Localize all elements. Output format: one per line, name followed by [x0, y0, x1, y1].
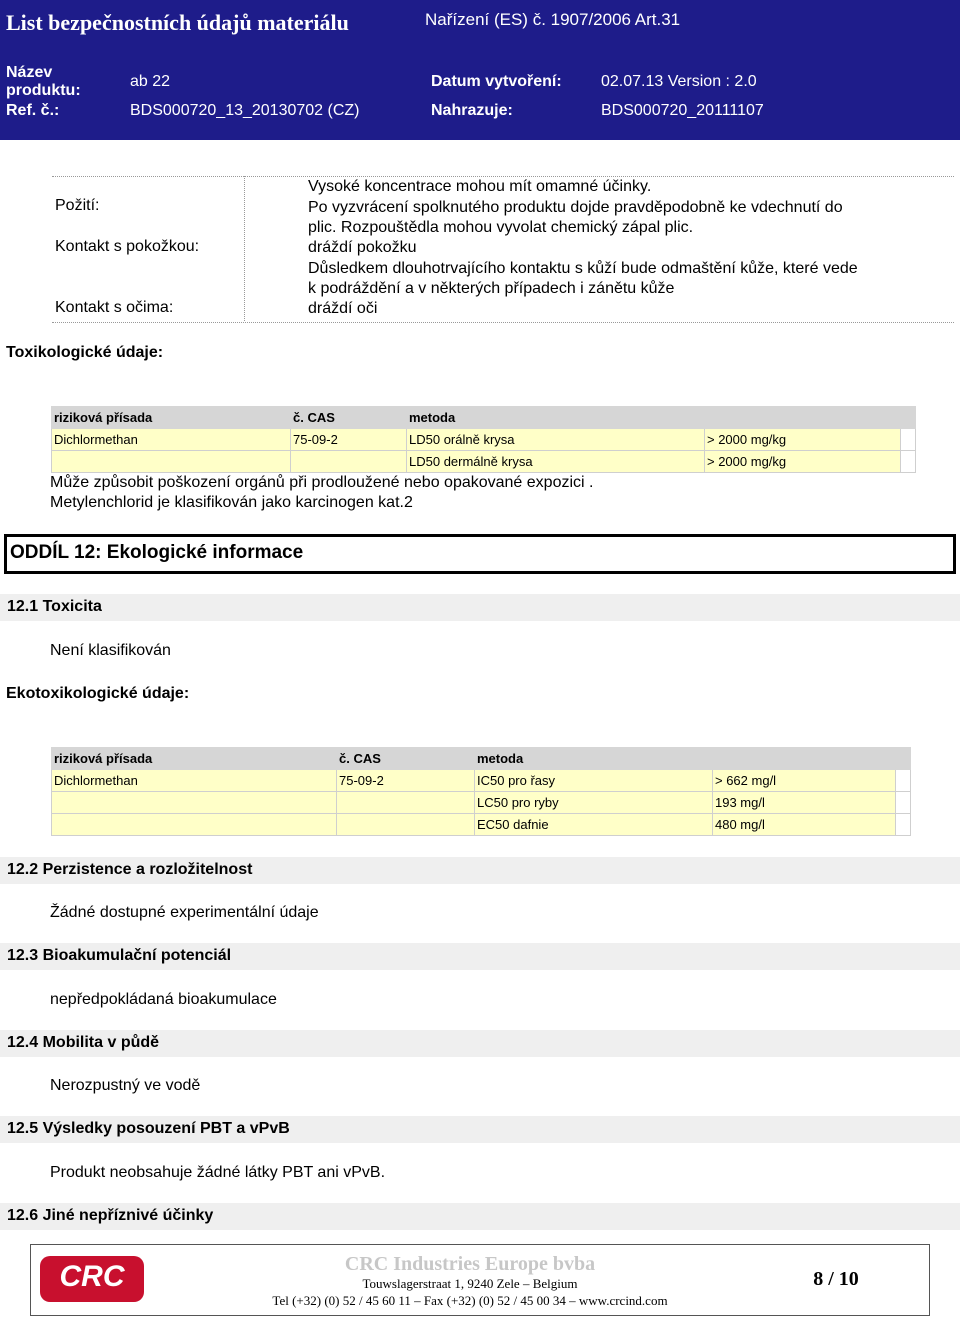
table-cell: > 2000 mg/kg	[705, 429, 901, 451]
table-cell	[52, 814, 337, 836]
table-cell: > 2000 mg/kg	[705, 451, 901, 473]
page-number: 8 / 10	[813, 1268, 859, 1290]
column-header: metoda	[407, 407, 705, 429]
table-row	[52, 429, 916, 451]
table-cell	[52, 792, 337, 814]
subsection-12-3-text: nepředpokládaná bioakumulace	[50, 991, 277, 1008]
subsection-12-5-title: 12.5 Výsledky posouzení PBT a vPvB	[7, 1120, 290, 1137]
column-header: č. CAS	[291, 407, 407, 429]
toxicology-note-1: Může způsobit poškození orgánů při prodloužené nebo opakované expozici .	[50, 474, 594, 491]
column-header-spacer	[901, 407, 916, 429]
table-cell: Dichlormethan	[52, 429, 291, 451]
table-cell	[337, 814, 475, 836]
toxicology-table	[51, 406, 916, 473]
column-header: riziková přísada	[52, 407, 291, 429]
reference-label: Ref. č.:	[6, 102, 60, 119]
crc-logo-text: CRC	[59, 1260, 125, 1293]
reference-value: BDS000720_13_20130702 (CZ)	[130, 102, 360, 119]
table-cell: LD50 dermálně krysa	[407, 451, 705, 473]
creation-date-value: 02.07.13 Version : 2.0	[601, 73, 757, 90]
regulation-reference: Nařízení (ES) č. 1907/2006 Art.31	[425, 10, 681, 29]
column-header	[705, 407, 901, 429]
table-cell	[337, 792, 475, 814]
product-name-value: ab 22	[130, 73, 171, 90]
table-row	[52, 451, 916, 473]
replaces-value: BDS000720_20111107	[601, 102, 764, 119]
column-header-spacer	[896, 748, 911, 770]
company-contact: Tel (+32) (0) 52 / 45 60 11 – Fax (+32) (0) 52 / 45 00 34 – www.crcind.com	[272, 1293, 668, 1308]
table-cell: Dichlormethan	[52, 770, 337, 792]
ecotoxicology-table	[51, 747, 911, 836]
table-cell: 480 mg/l	[713, 814, 896, 836]
first-aid-divider	[244, 176, 245, 321]
table-cell: 193 mg/l	[713, 792, 896, 814]
subsection-12-5-text: Produkt neobsahuje žádné látky PBT ani vPvB.	[50, 1164, 386, 1181]
subsection-12-4-title: 12.4 Mobilita v půdě	[7, 1034, 160, 1051]
document-title: List bezpečnostních údajů materiálu	[6, 10, 349, 35]
table-cell: 75-09-2	[337, 770, 475, 792]
skin-contact-label: Kontakt s pokožkou:	[55, 238, 200, 255]
narcotic-effect-text: Vysoké koncentrace mohou mít omamné účinky.	[308, 178, 652, 195]
document-header	[0, 0, 960, 140]
column-header: č. CAS	[337, 748, 475, 770]
skin-text-line1: dráždí pokožku	[308, 239, 417, 256]
table-cell: IC50 pro řasy	[475, 770, 713, 792]
column-header: metoda	[475, 748, 713, 770]
eye-contact-label: Kontakt s očima:	[55, 299, 174, 316]
subsection-bar	[0, 594, 960, 621]
table-row	[52, 770, 911, 792]
subsection-12-2-title: 12.2 Perzistence a rozložitelnost	[7, 861, 253, 878]
table-cell-spacer	[896, 770, 911, 792]
table-row	[52, 792, 911, 814]
subsection-12-1-text: Není klasifikován	[50, 642, 171, 659]
table-cell: 75-09-2	[291, 429, 407, 451]
section-12-title: ODDÍL 12: Ekologické informace	[10, 542, 304, 563]
subsection-12-6-title: 12.6 Jiné nepříznivé účinky	[7, 1207, 214, 1224]
eye-contact-text: dráždí oči	[308, 300, 378, 317]
table-cell-spacer	[896, 814, 911, 836]
skin-text-line3: k podráždění a v některých případech i zánětu kůže	[308, 280, 675, 297]
ingestion-text-line2: plic. Rozpouštědla mohou vyvolat chemický zápal plic.	[308, 219, 694, 236]
subsection-12-1-title: 12.1 Toxicita	[7, 598, 102, 615]
toxicology-heading: Toxikologické údaje:	[6, 344, 164, 361]
table-cell-spacer	[901, 451, 916, 473]
table-row	[52, 814, 911, 836]
table-header-row	[52, 407, 916, 429]
ecotoxicology-heading: Ekotoxikologické údaje:	[6, 685, 190, 702]
ingestion-text-line1: Po vyzvrácení spolknutého produktu dojde pravděpodobně ke vdechnutí do	[308, 199, 843, 216]
subsection-12-4-text: Nerozpustný ve vodě	[50, 1077, 201, 1094]
skin-text-line2: Důsledkem dlouhotrvajícího kontaktu s kůží bude odmaštění kůže, které vede	[308, 260, 858, 277]
table-cell: EC50 dafnie	[475, 814, 713, 836]
table-cell: LC50 pro ryby	[475, 792, 713, 814]
table-header-row	[52, 748, 911, 770]
creation-date-label: Datum vytvoření:	[431, 73, 562, 90]
product-name-label-line2: produktu:	[6, 82, 81, 99]
company-name: CRC Industries Europe bvba	[344, 1253, 596, 1275]
table-cell-spacer	[901, 429, 916, 451]
table-cell	[291, 451, 407, 473]
company-address: Touwslagerstraat 1, 9240 Zele – Belgium	[362, 1276, 578, 1291]
subsection-12-2-text: Žádné dostupné experimentální údaje	[50, 904, 319, 921]
column-header	[713, 748, 896, 770]
table-cell: > 662 mg/l	[713, 770, 896, 792]
product-name-label-line1: Název	[6, 64, 53, 81]
table-cell-spacer	[896, 792, 911, 814]
subsection-12-3-title: 12.3 Bioakumulační potenciál	[7, 947, 232, 964]
table-cell	[52, 451, 291, 473]
replaces-label: Nahrazuje:	[431, 102, 513, 119]
column-header: riziková přísada	[52, 748, 337, 770]
toxicology-note-2: Metylenchlorid je klasifikován jako karcinogen kat.2	[50, 494, 413, 511]
table-cell: LD50 orálně krysa	[407, 429, 705, 451]
ingestion-label: Požití:	[55, 197, 100, 214]
